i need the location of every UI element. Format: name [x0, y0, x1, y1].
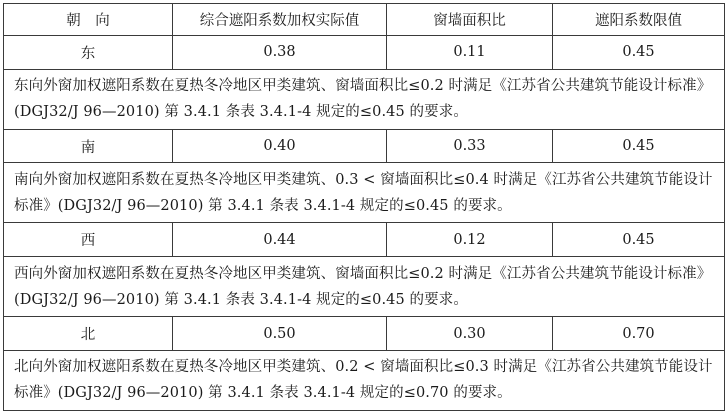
cell-orientation: 东 — [4, 36, 173, 70]
table-header-row — [4, 4, 725, 36]
header-wall-ratio: 窗墙面积比 — [387, 4, 553, 36]
header-limit: 遮阳系数限值 — [553, 4, 725, 36]
cell-weighted-value: 0.38 — [173, 36, 387, 70]
cell-note: 北向外窗加权遮阳系数在夏热冬冷地区甲类建筑、0.2 < 窗墙面积比≤0.3 时满足《江苏省公共建筑节能设计标准》(DGJ32/J 96—2010) 第 3.4.1 条表 3.4.1-4 规定的≤0.70 的要求。 — [4, 350, 725, 410]
cell-wall-ratio: 0.30 — [387, 317, 553, 351]
cell-limit: 0.45 — [553, 223, 725, 257]
cell-note: 西向外窗加权遮阳系数在夏热冬冷地区甲类建筑、窗墙面积比≤0.2 时满足《江苏省公共建筑节能设计标准》(DGJ32/J 96—2010) 第 3.4.1 条表 3.4.1-4 规定的≤0.45 的要求。 — [4, 257, 725, 317]
header-orientation: 朝 向 — [4, 4, 173, 36]
cell-limit: 0.45 — [553, 36, 725, 70]
cell-weighted-value: 0.44 — [173, 223, 387, 257]
cell-weighted-value: 0.50 — [173, 317, 387, 351]
table-row — [4, 223, 725, 257]
table-note-row — [4, 163, 725, 223]
header-weighted-value: 综合遮阳系数加权实际值 — [173, 4, 387, 36]
cell-limit: 0.45 — [553, 129, 725, 163]
cell-wall-ratio: 0.12 — [387, 223, 553, 257]
cell-orientation: 北 — [4, 317, 173, 351]
table-row — [4, 129, 725, 163]
cell-note: 南向外窗加权遮阳系数在夏热冬冷地区甲类建筑、0.3 < 窗墙面积比≤0.4 时满足《江苏省公共建筑节能设计标准》(DGJ32/J 96—2010) 第 3.4.1 条表 3.4.1-4 规定的≤0.45 的要求。 — [4, 163, 725, 223]
cell-limit: 0.70 — [553, 317, 725, 351]
cell-weighted-value: 0.40 — [173, 129, 387, 163]
table-note-row — [4, 69, 725, 129]
table-note-row — [4, 257, 725, 317]
shading-coefficient-table — [3, 3, 725, 411]
table-row — [4, 36, 725, 70]
cell-orientation: 西 — [4, 223, 173, 257]
cell-note: 东向外窗加权遮阳系数在夏热冬冷地区甲类建筑、窗墙面积比≤0.2 时满足《江苏省公共建筑节能设计标准》(DGJ32/J 96—2010) 第 3.4.1 条表 3.4.1-4 规定的≤0.45 的要求。 — [4, 69, 725, 129]
table-note-row — [4, 350, 725, 410]
cell-orientation: 南 — [4, 129, 173, 163]
cell-wall-ratio: 0.11 — [387, 36, 553, 70]
cell-wall-ratio: 0.33 — [387, 129, 553, 163]
table-row — [4, 317, 725, 351]
